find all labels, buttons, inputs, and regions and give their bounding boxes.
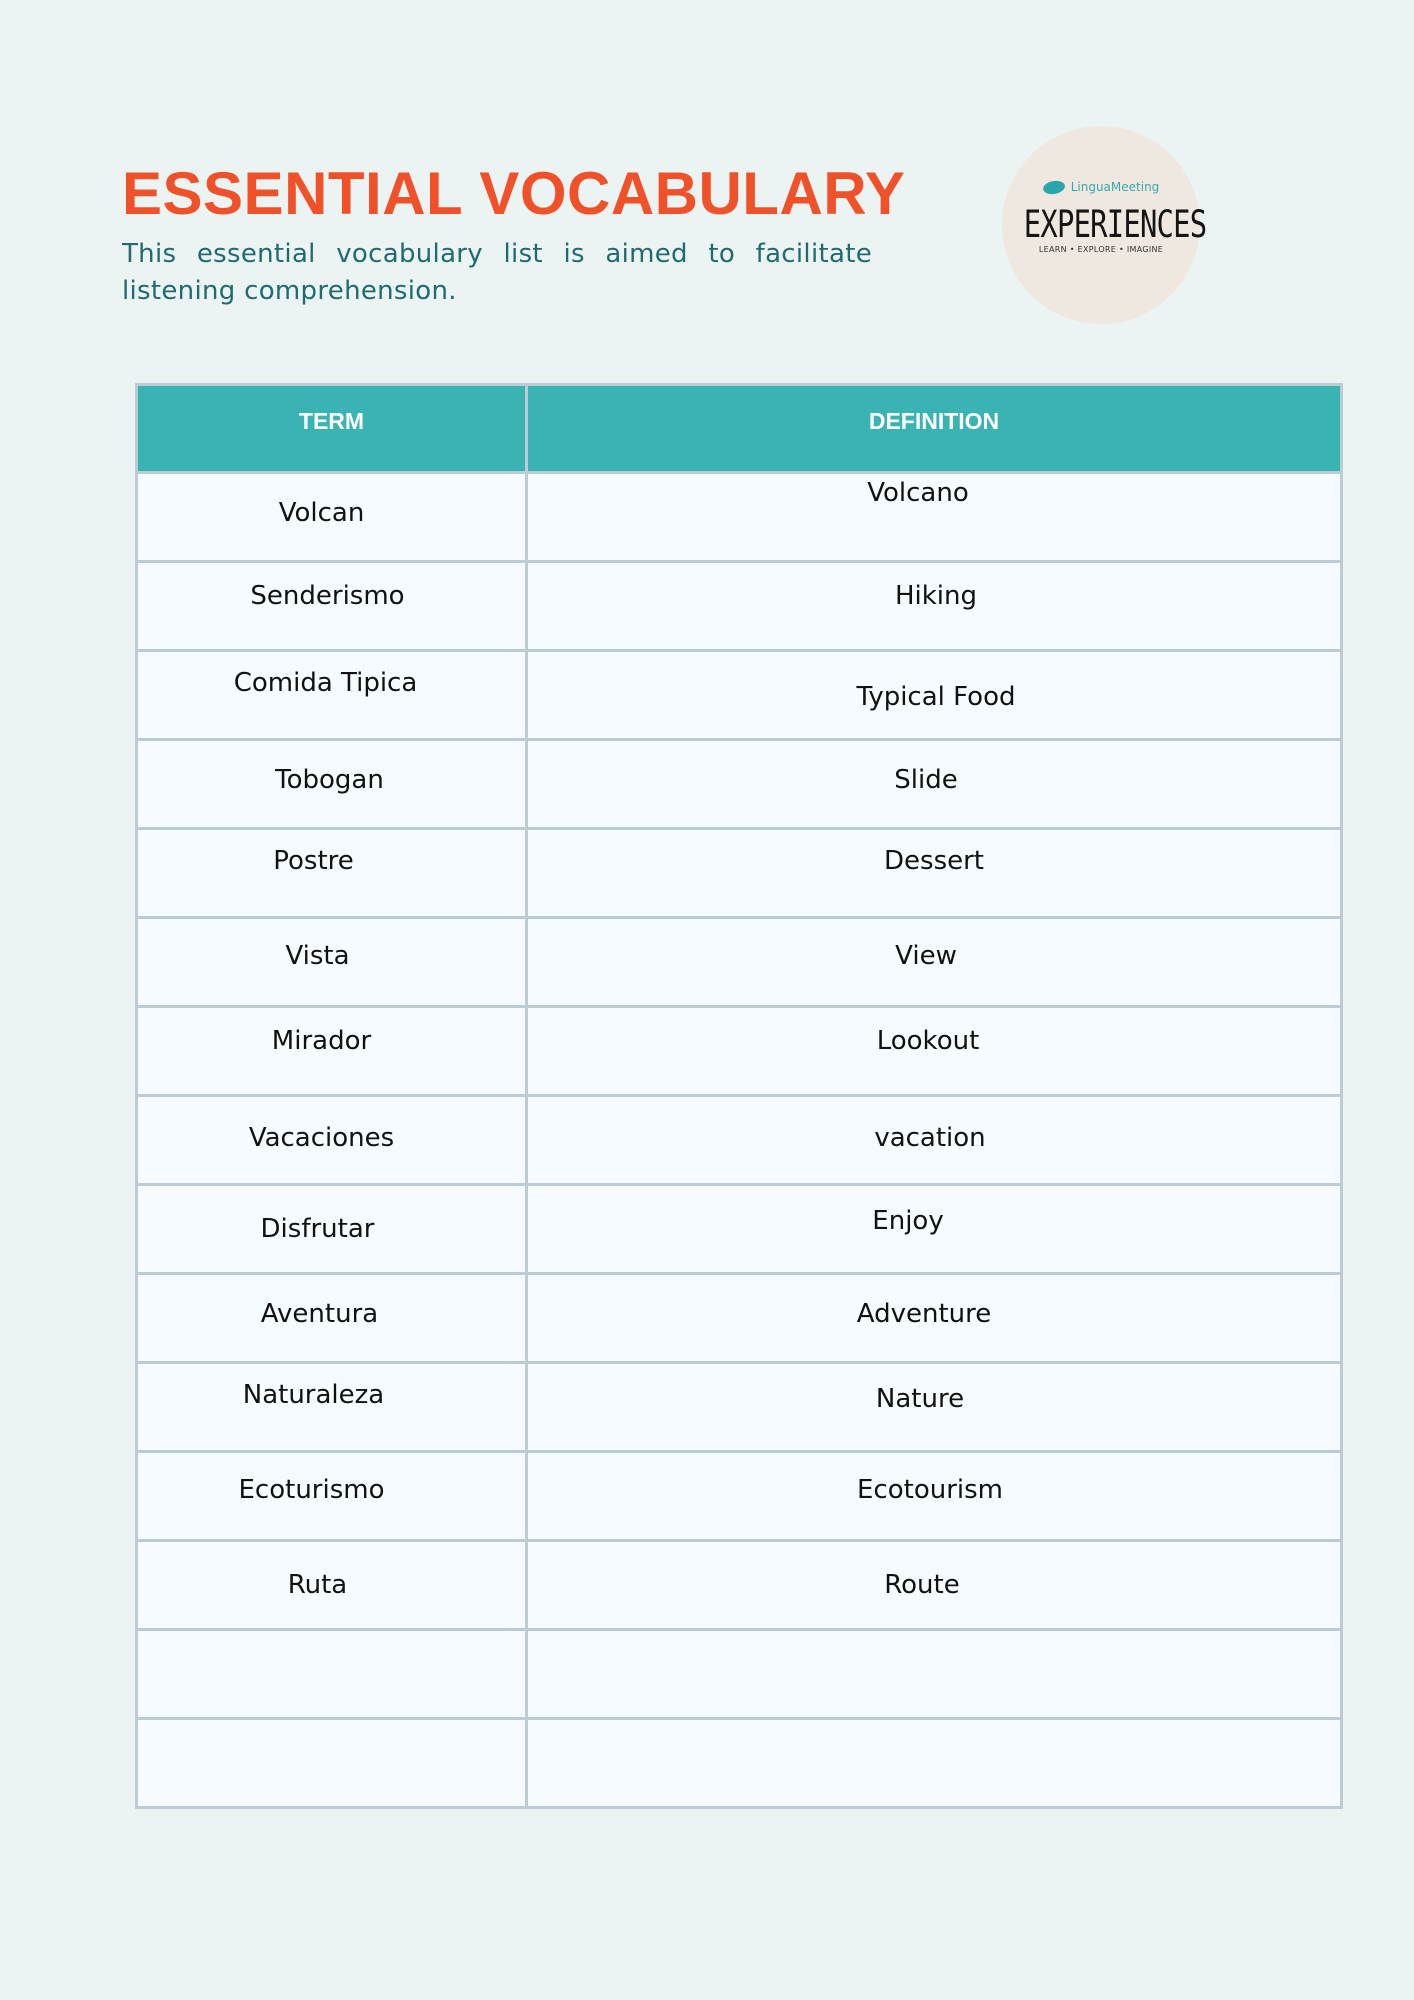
term-text: Postre bbox=[273, 846, 354, 876]
definition-text: Nature bbox=[875, 1384, 965, 1414]
term-text: Mirador bbox=[271, 1026, 372, 1056]
table-row bbox=[137, 1719, 1342, 1808]
definition-cell bbox=[527, 1363, 1342, 1452]
definition-cell bbox=[527, 473, 1342, 562]
page-title: ESSENTIAL VOCABULARY bbox=[122, 160, 906, 227]
definition-cell bbox=[527, 740, 1342, 829]
definition-cell bbox=[527, 1541, 1342, 1630]
term-text: Tobogan bbox=[275, 765, 384, 795]
term-cell bbox=[137, 1007, 527, 1096]
term-text: Vacaciones bbox=[248, 1123, 395, 1153]
definition-text: Enjoy bbox=[872, 1206, 944, 1236]
table-row bbox=[137, 473, 1342, 562]
definition-cell bbox=[527, 1630, 1342, 1719]
table-row bbox=[137, 1363, 1342, 1452]
term-text: Naturaleza bbox=[242, 1380, 385, 1410]
term-text: Senderismo bbox=[250, 581, 405, 611]
definition-cell bbox=[527, 1096, 1342, 1185]
term-cell bbox=[137, 473, 527, 562]
term-cell bbox=[137, 1452, 527, 1541]
logo bbox=[1002, 126, 1207, 324]
table-row bbox=[137, 1274, 1342, 1363]
definition-text: Hiking bbox=[894, 581, 978, 611]
speech-bubble-icon bbox=[1042, 179, 1066, 196]
term-cell bbox=[137, 918, 527, 1007]
term-cell bbox=[137, 1096, 527, 1185]
table-header-row bbox=[137, 385, 1342, 473]
definition-text: View bbox=[895, 941, 957, 971]
term-cell bbox=[137, 1719, 527, 1808]
definition-text: Adventure bbox=[856, 1299, 992, 1329]
definition-text: Slide bbox=[894, 765, 958, 795]
table-row bbox=[137, 1452, 1342, 1541]
table-row bbox=[137, 1007, 1342, 1096]
term-cell bbox=[137, 1274, 527, 1363]
table-row bbox=[137, 740, 1342, 829]
term-text: Ecoturismo bbox=[238, 1475, 385, 1505]
definition-text: Volcano bbox=[867, 478, 969, 508]
term-text: Disfrutar bbox=[260, 1214, 375, 1244]
logo-brand-text: LinguaMeeting bbox=[1070, 180, 1160, 194]
definition-cell bbox=[527, 651, 1342, 740]
term-text: Vista bbox=[285, 941, 350, 971]
term-text: Ruta bbox=[287, 1570, 348, 1600]
table-row bbox=[137, 918, 1342, 1007]
table-row bbox=[137, 651, 1342, 740]
term-cell bbox=[137, 1630, 527, 1719]
term-cell bbox=[137, 829, 527, 918]
definition-text: Ecotourism bbox=[857, 1475, 1003, 1505]
definition-cell bbox=[527, 1719, 1342, 1808]
logo-name: EXPERIENCES bbox=[1023, 203, 1207, 246]
definition-cell bbox=[527, 562, 1342, 651]
term-cell bbox=[137, 562, 527, 651]
definition-cell bbox=[527, 1274, 1342, 1363]
term-cell bbox=[137, 1363, 527, 1452]
definition-text: Typical Food bbox=[856, 682, 1016, 712]
definition-text: Route bbox=[884, 1570, 960, 1600]
table-row bbox=[137, 1630, 1342, 1719]
definition-cell bbox=[527, 1007, 1342, 1096]
definition-cell bbox=[527, 1185, 1342, 1274]
logo-brand bbox=[1002, 180, 1200, 194]
term-text: Volcan bbox=[278, 498, 365, 528]
column-header-definition: DEFINITION bbox=[527, 385, 1342, 473]
vocabulary-table bbox=[135, 383, 1343, 1809]
logo-tagline: LEARN • EXPLORE • IMAGINE bbox=[1038, 245, 1164, 254]
table-row bbox=[137, 1185, 1342, 1274]
table-row bbox=[137, 829, 1342, 918]
term-cell bbox=[137, 1185, 527, 1274]
table-row bbox=[137, 1096, 1342, 1185]
definition-cell bbox=[527, 918, 1342, 1007]
term-cell bbox=[137, 740, 527, 829]
page-subtitle: This essential vocabulary list is aimed to facilitate listening comprehension. bbox=[122, 239, 872, 306]
definition-text: Dessert bbox=[884, 846, 984, 876]
table-row bbox=[137, 1541, 1342, 1630]
table-row bbox=[137, 562, 1342, 651]
definition-cell bbox=[527, 1452, 1342, 1541]
definition-cell bbox=[527, 829, 1342, 918]
definition-text: vacation bbox=[874, 1123, 986, 1153]
term-text: Comida Tipica bbox=[233, 668, 418, 698]
term-text: Aventura bbox=[260, 1299, 379, 1329]
column-header-term: TERM bbox=[137, 385, 527, 473]
term-cell bbox=[137, 1541, 527, 1630]
term-cell bbox=[137, 651, 527, 740]
definition-text: Lookout bbox=[876, 1026, 980, 1056]
